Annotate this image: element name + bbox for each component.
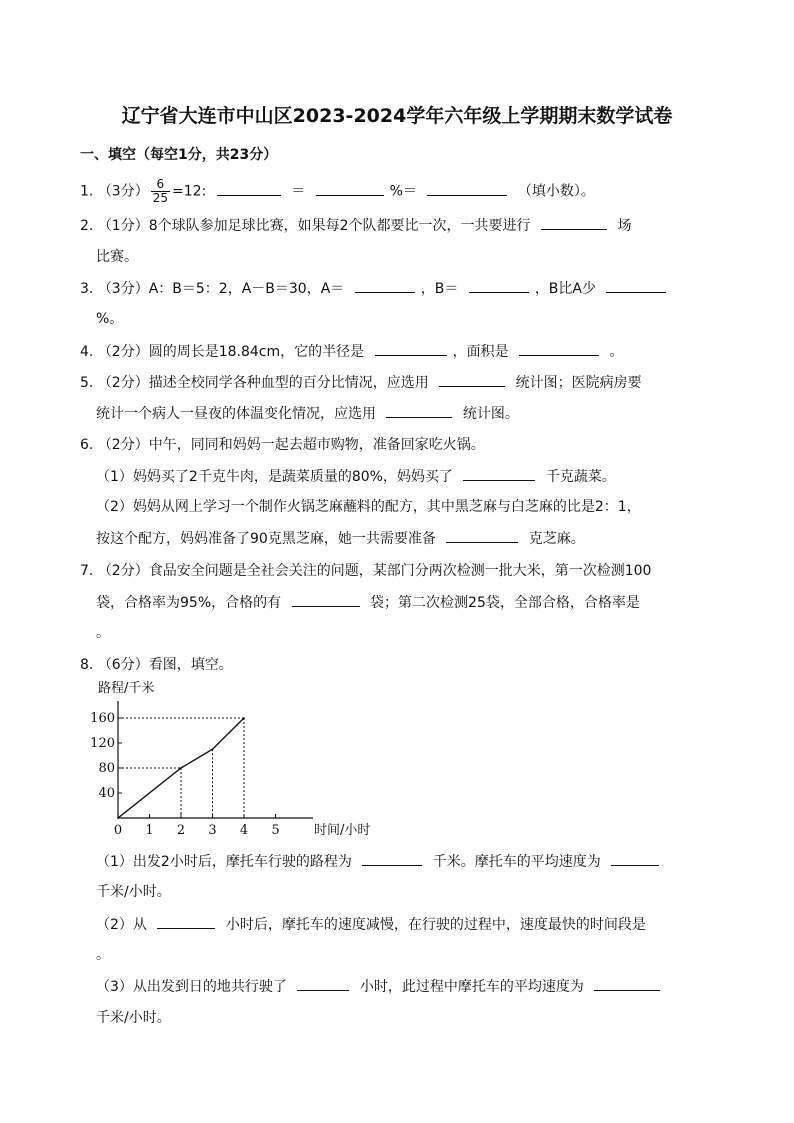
answer-blank[interactable] bbox=[297, 976, 349, 991]
question-2: 2. （1分）8个球队参加足球比赛，如果每2个队都要比一次，一共要进行 场 bbox=[80, 215, 631, 236]
question-8-part-1: （1）出发2小时后，摩托车行驶的路程为 千米。摩托车的平均速度为 bbox=[96, 851, 665, 872]
question-3: 3. （3分）A：B＝5：2，A－B＝30，A＝ ，B＝ ，B比A少 bbox=[80, 278, 672, 299]
question-5: 5. （2分）描述全校同学各种血型的百分比情况，应选用 统计图；医院病房要 bbox=[80, 372, 642, 393]
question-6: 6. （2分）中午，同同和妈妈一起去超市购物，准备回家吃火锅。 bbox=[80, 437, 485, 453]
data-point bbox=[180, 767, 182, 769]
answer-blank[interactable] bbox=[427, 181, 507, 196]
answer-blank[interactable] bbox=[611, 851, 659, 866]
x-tick-label: 5 bbox=[271, 823, 280, 838]
answer-blank[interactable] bbox=[386, 403, 452, 418]
x-tick-label: 4 bbox=[239, 823, 249, 838]
answer-blank[interactable] bbox=[355, 278, 415, 293]
question-8-part-2: （2）从 小时后，摩托车的速度减慢，在行驶的过程中，速度最快的时间段是 bbox=[96, 914, 646, 935]
x-tick-label: 3 bbox=[208, 823, 217, 838]
answer-blank[interactable] bbox=[519, 341, 599, 356]
question-2-cont: 比赛。 bbox=[96, 249, 138, 265]
section-heading: 一、填空（每空1分，共23分） bbox=[80, 147, 278, 163]
question-6-part-2-cont: 按这个配方，妈妈准备了90克黑芝麻，她一共需要准备 克芝麻。 bbox=[96, 528, 585, 549]
answer-blank[interactable] bbox=[217, 181, 281, 196]
y-tick-label: 160 bbox=[90, 711, 115, 726]
answer-blank[interactable] bbox=[541, 215, 607, 230]
y-axis-label: 路程/千米 bbox=[98, 681, 155, 696]
y-tick-label: 40 bbox=[98, 786, 115, 801]
question-8-part-3-cont: 千米/小时。 bbox=[96, 1010, 171, 1026]
x-tick-label: 2 bbox=[176, 823, 186, 838]
question-3-cont: %。 bbox=[96, 311, 124, 327]
question-1: 1. （3分） $\frac{6}{25}$ =12: ＝ %＝ （填小数）。 bbox=[80, 177, 595, 205]
x-tick-label: 1 bbox=[145, 823, 154, 838]
answer-blank[interactable] bbox=[157, 914, 215, 929]
question-8-part-3: （3）从出发到日的地共行驶了 小时，此过程中摩托车的平均速度为 bbox=[96, 976, 666, 997]
question-4: 4. （2分）圆的周长是18.84cm，它的半径是 ，面积是 。 bbox=[80, 341, 624, 362]
x-axis-label: 时间/小时 bbox=[314, 823, 371, 838]
y-tick-label: 120 bbox=[90, 736, 115, 751]
data-point bbox=[117, 817, 119, 819]
data-point bbox=[212, 748, 214, 750]
question-7: 7. （2分）食品安全问题是全社会关注的问题，某部门分两次检测一批大米，第一次检测100 bbox=[80, 563, 652, 579]
answer-blank[interactable] bbox=[375, 341, 447, 356]
question-8: 8. （6分）看图，填空。 bbox=[80, 657, 233, 673]
question-8-part-1-cont: 千米/小时。 bbox=[96, 884, 171, 900]
answer-blank[interactable] bbox=[316, 181, 384, 196]
question-8-part-2-end: 。 bbox=[96, 947, 110, 963]
question-6-part-1: （1）妈妈买了2千克牛肉，是蔬菜质量的80%，妈妈买了 千克蔬菜。 bbox=[96, 466, 616, 487]
page-title: 辽宁省大连市中山区2023-2024学年六年级上学期期末数学试卷 bbox=[121, 105, 673, 127]
answer-blank[interactable] bbox=[446, 528, 518, 543]
x-tick-label: 0 bbox=[113, 823, 123, 838]
question-5-cont: 统计一个病人一昼夜的体温变化情况，应选用 统计图。 bbox=[96, 403, 519, 424]
answer-blank[interactable] bbox=[292, 592, 360, 607]
q-number: 1. bbox=[80, 183, 94, 200]
question-7-end: 。 bbox=[96, 625, 110, 641]
question-6-part-2: （2）妈妈从网上学习一个制作火锅芝麻蘸料的配方，其中黑芝麻与白芝麻的比是2：1， bbox=[96, 499, 641, 515]
distance-time-chart bbox=[88, 676, 388, 844]
q-points: （3分） bbox=[97, 183, 149, 200]
question-7-cont: 袋，合格率为95%，合格的有 袋；第二次检测25袋，全部合格，合格率是 bbox=[96, 592, 640, 613]
data-point bbox=[243, 717, 245, 719]
answer-blank[interactable] bbox=[606, 278, 666, 293]
answer-blank[interactable] bbox=[594, 976, 660, 991]
answer-blank[interactable] bbox=[439, 372, 505, 387]
y-tick-label: 80 bbox=[98, 761, 115, 776]
answer-blank[interactable] bbox=[362, 851, 422, 866]
answer-blank[interactable] bbox=[469, 278, 529, 293]
answer-blank[interactable] bbox=[463, 466, 535, 481]
fraction: $\frac{6}{25}$ bbox=[152, 177, 169, 205]
